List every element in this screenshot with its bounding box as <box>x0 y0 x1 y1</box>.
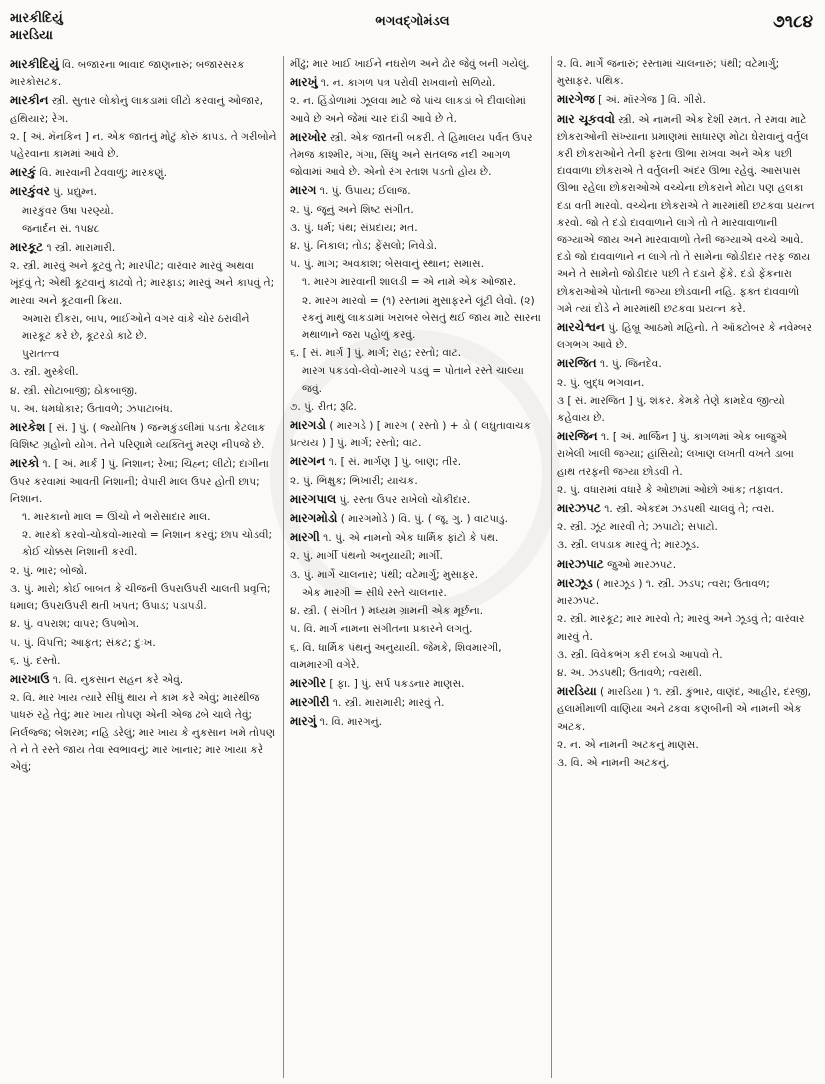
dictionary-entry <box>290 548 545 565</box>
dictionary-entry <box>290 694 545 712</box>
dictionary-entry <box>557 575 815 610</box>
dictionary-entry <box>290 238 545 255</box>
dictionary-entry <box>290 603 545 620</box>
entry-text: મીંઢું; માર ખાઈ ખાઈને નઘરોળ અને ઢોર જેવું બની ગયેલું. <box>290 58 530 70</box>
headword: મારગમોડો <box>290 511 338 526</box>
dictionary-entry <box>557 355 815 373</box>
dictionary-entry <box>10 527 278 561</box>
dictionary-entry <box>290 182 545 200</box>
headword: મારગ <box>290 183 317 198</box>
dictionary-entry <box>10 653 278 670</box>
entry-text: વિ. બજારના ભાવાદ જાણનારું; બજારસરક મારકોસટક. <box>10 59 245 89</box>
dictionary-entry <box>557 556 815 574</box>
dictionary-entry <box>557 611 815 645</box>
dictionary-entry <box>10 509 278 526</box>
dictionary-entry <box>290 417 545 452</box>
dictionary-entry <box>10 239 278 257</box>
dictionary-entry <box>557 319 815 354</box>
entry-text: ( મારગડે ) [ મારગ ( રસ્તો ) + ડો ( લઘુતાવાચક પ્રત્યય ) ] પું. માર્ગ; રસ્તો; વાટ. <box>290 420 531 450</box>
dictionary-entry <box>557 375 815 392</box>
dictionary-entry <box>290 274 545 291</box>
entry-text: ૪. પું. નિકાલ; તોડ; ફેંસલો; નિવેડો. <box>290 240 438 253</box>
headword: મારગી <box>290 530 320 545</box>
dictionary-entry <box>290 713 545 731</box>
dictionary-entry <box>557 482 815 499</box>
entry-text: ૬. વિ. ધાર્મિક પંથનું અનુયાયી. જેમકે, શિવમારગી, વામમારગી વગેરે. <box>290 641 502 671</box>
dictionary-entry <box>10 690 278 776</box>
dictionary-entry <box>290 473 545 490</box>
entry-text: ( મારઝૂડ ) ૧. સ્ત્રી. ઝડપ; ત્વરા; ઉતાવળ; મારઝપટ. <box>557 577 770 608</box>
entry-text: ૩. સ્ત્રી. લપડાક મારવું તે; મારઝૂડ. <box>557 539 700 552</box>
entry-text: ૩. સ્ત્રી. વિવેકભંગ કરી દબડો આપવો તે. <box>557 648 723 661</box>
headword: મારકેશ <box>10 420 46 435</box>
dictionary-entry <box>10 563 278 580</box>
entry-text: ૩. વિ. એ નામની અટકનું. <box>557 756 670 769</box>
entry-text: મારકુંવર ઉષા પરણ્યો. <box>22 204 114 217</box>
entry-text: ૨. પું. ભિક્ષુક; ભિખારી; યાચક. <box>290 474 418 487</box>
headword: મારજિત <box>557 356 597 371</box>
entry-text: ૧ સ્ત્રી. મારામારી. <box>43 242 116 255</box>
entry-text: ૨. વિ. માર ખાય ત્યારે સીધું થાય ને કામ કરે એવું; મારથીજ પાધરું રહે તેવું; માર ખાય તોપણ એની એજ ઢબે ચાલે તેવું; નિર્લજ્જ; બેશરમ; નહિ ડરેલું; માર ખાય કે નુકસાન ખમે તોપણ તે ને તે રસ્તે જાય તેવા સ્વભાવનું; માર ખાનાર; માર ખાયા કરે એવું; <box>10 692 276 773</box>
entry-text: વિ. મારવાની ટેવવાળું; મારકણું. <box>36 167 168 180</box>
dictionary-entry <box>290 453 545 471</box>
dictionary-entry <box>557 665 815 682</box>
headword: માર ચૂકવવો <box>557 111 615 126</box>
headword: મારઝપાટ <box>557 556 604 571</box>
entry-text: ૨. સ્ત્રી. મારવું અને કૂટવું તે; મારપીટ; વારંવાર મારવું અથવા ખૂંદવું તે; એથી કૂટવાનું કાઢવો તે; મારફાડ; મારવું અને કાપવું તે; મારવા અને કૂટવાની ક્રિયા. <box>10 260 275 307</box>
entry-text: [ અં. મૉરગેજ ] વિ. ગીરો. <box>594 94 706 107</box>
dictionary-entry <box>290 129 545 182</box>
entry-text: ૨. પું. બુદ્ધ ભગવાન. <box>557 376 645 389</box>
entry-text: ૧. મારગ મારવાની શાલડી = એ નામે એક ઓજાર. <box>302 276 517 289</box>
dictionary-entry <box>557 428 815 481</box>
dictionary-entry <box>290 399 545 416</box>
entry-text: જુઓ મારઝપટ. <box>603 558 677 571</box>
dictionary-entry <box>10 183 278 201</box>
dictionary-entry <box>290 363 545 397</box>
page-header <box>0 0 825 48</box>
dictionary-entry <box>10 346 278 363</box>
column-2 <box>290 56 545 1078</box>
headword: મારકીન <box>10 93 49 108</box>
dictionary-entry <box>290 202 545 219</box>
headword: મારગેજ <box>557 92 595 107</box>
headword: મારઝપટ <box>557 501 601 516</box>
entry-text: ૩. પું. માર્ગે ચાલનાર; પંથી; વટેમાર્ગુ; મુસાફર. <box>290 568 479 581</box>
entry-text: ૨. પું. જૂનું અને શિષ્ટ સંગીત. <box>290 203 414 216</box>
entry-text: ૨. પું. ભાર; બોજો. <box>10 564 88 577</box>
dictionary-entry <box>10 258 278 310</box>
headword: મારઝૂડ <box>557 575 593 590</box>
entry-text: ૨. ન. હિંડોળામાં ઝૂલવા માટે જે પાંચ લાકડાં બે દીવાલોમાં આવે છે અને જેમાં ચાર દાંડી આવે છે તે. <box>290 95 526 125</box>
entry-text: ૨. ન. એ નામની અટકનું માણસ. <box>557 738 699 751</box>
dictionary-entry <box>290 345 545 362</box>
dictionary-entry <box>290 585 545 602</box>
headword: મારખાઉ <box>10 671 50 686</box>
dictionary-entry <box>10 616 278 633</box>
headword: મારગું <box>290 714 317 729</box>
dictionary-entry <box>10 581 278 615</box>
headword: મારડિયા <box>557 684 597 699</box>
headword: મારજિન <box>557 429 598 444</box>
dictionary-entry <box>10 455 278 508</box>
entry-text: ૧. [ અં. માર્જિન ] પું. કાગળમાં એક બાજુએ રાખેલી ખાલી જગ્યા; હાંસિયો; લખાણ લખતી વખતે ડાબા હાથ તરફની જગ્યા છોડવી તે. <box>557 431 794 478</box>
entry-text: ૭. પું. રીત; રૂઢિ. <box>290 400 357 413</box>
dictionary-entry <box>290 74 545 92</box>
entry-text: જનાર્દન સં. ૧૫૪૮ <box>22 222 100 235</box>
entry-text: ૩. પું. મારો; કોઈ બાબત કે ચીજની ઉપરાઉપરી ચાલતી પ્રવૃત્તિ; ધમાલ; ઉપરાઉપરી થતી ખપત; ઉપાડ; પડાપડી. <box>10 582 271 613</box>
headword: મારગન <box>290 454 326 469</box>
entry-text: ૨. પું. માર્ગી પંથનો અનુયાયી; માર્ગી. <box>290 550 443 563</box>
entry-text: ૨. સ્ત્રી. ઝૂંટ મારવી તે; ઝપાટો; સપાટો. <box>557 521 718 534</box>
dictionary-entry <box>290 675 545 693</box>
dictionary-entry <box>290 510 545 528</box>
entry-text: ૧. વિ. મારગનું. <box>316 716 382 729</box>
dictionary-entry <box>10 401 278 418</box>
entry-text: સ્ત્રી. એ નામની એક દેશી રમત. તે રમવા માટે છોકરાઓની સંખ્યાના પ્રમાણમાં સાધારણ મોટા ઘેરાવાનું વર્તુલ કરી છોકરાઓને તેની ફરતા ઊભા રાખવા અને એક પછી દાવવાળા છોકરાએ તે વર્તુલની અંદર ઊભા રહેવું. આસપાસ ઊભા રહેલા છોકરાઓએ વચ્ચેના છોકરાને મોટા પણ હલકા દડા વતી મારવો. વચ્ચેના છોકરાએ તે મારમાંથી છટકવા પ્રયત્ન કરવો. જો તે દડો દાવવાળાને લાગે તો તે મારવાવાળાની જગ્યાએ જાય અને મારવાવાળો તેની જગ્યાએ વચ્ચે આવે. દડો જો દાવવાળાને ન લાગે તો તે સામેના જોડીદાર તરફ જાય અને તે સામેનો જોડીદાર પછી તે દડાને ફેંકે. દડો ફેંકનારા છોકરાઓએ પોતાની જગ્યા છોડવાની નહિ. ફક્ત દાવવાળો ગમે ત્યાં દોડે ને મારમાંથી છટકવા પ્રયત્ન કરે. <box>557 113 815 315</box>
entry-text: ૨. [ અં. મૅનકિન ] ન. એક જાતનું મોટું કોરું કાપડ. તે ગરીબોને પહેરવાના કામમાં આવે છે. <box>10 130 277 161</box>
dictionary-entry <box>10 164 278 182</box>
entry-text: ૫. વિ. માર્ગ નામના સંગીતના પ્રકારને લગતું. <box>290 623 473 636</box>
headword: મારચેશ્વન <box>557 320 605 335</box>
entry-text: ૪. સ્ત્રી. સોટાબાજી; ઠોકબાજી. <box>10 384 138 397</box>
entry-text: ( મારગમોડે ) વિ. પું. ( જૂ. ગુ. ) વાટપાડુ. <box>337 513 508 526</box>
entry-text: ૨. વિ. માર્ગે જનારું; રસ્તામાં ચાલનારું; પંથી; વટેમાર્ગુ; મુસાફર. પથિક. <box>557 58 780 88</box>
dictionary-entry <box>290 529 545 547</box>
entry-text: ૩. પું. ધર્મ; પંથ; સંપ્રદાય; મત. <box>290 221 418 234</box>
entry-text: ૧. સ્ત્રી. એકદમ ઝડપથી ચાલવું તે; ત્વરા. <box>600 503 775 516</box>
dictionary-entry <box>290 621 545 638</box>
dictionary-entry <box>557 56 815 90</box>
entry-text: ૬. [ સં. માર્ગ ] પું. માર્ગ; રાહ; રસ્તો; વાટ. <box>290 347 462 360</box>
entry-text: ૧. મારકાનો માલ = ઊંચો ને ભરોસાદાર માલ. <box>22 511 211 524</box>
entry-text: પું. હિબ્રૂ આઠમો મહિનો. તે ઑક્ટોબર કે નવેમ્બર લગભગ આવે છે. <box>557 322 813 352</box>
headword: મારગપાલ <box>290 491 337 506</box>
dictionary-entry <box>557 111 815 318</box>
dictionary-entry <box>557 683 815 736</box>
entry-text: ૧. [ સં. માર્ગણ ] પું. બાણ; તીર. <box>325 456 462 469</box>
headword: મારખું <box>290 75 318 90</box>
headword: મારકુંવર <box>10 184 50 199</box>
guide-word-first: મારકીદિયું <box>10 11 63 26</box>
dictionary-entry <box>10 92 278 127</box>
dictionary-entry <box>290 567 545 584</box>
dictionary-entry <box>10 635 278 652</box>
headword: મારખોર <box>290 129 327 144</box>
dictionary-title: ભગવદ્ગોમંડલ <box>375 14 450 29</box>
entry-text: ૨. સ્ત્રી. મારકૂટ; માર મારવો તે; મારવું અને ઝૂડવું તે; વારંવાર મારવું તે. <box>557 613 805 643</box>
entry-text: ૫. પું. માગ; અવકાશ; બેસવાનું સ્થાન; સમાસ. <box>290 258 484 271</box>
headword: મારગીરી <box>290 695 330 710</box>
dictionary-entry <box>290 256 545 273</box>
headword: મારકો <box>10 456 40 471</box>
dictionary-entry <box>557 737 815 754</box>
headword: મારગીર <box>290 675 327 690</box>
dictionary-entry <box>10 56 278 91</box>
entry-text: પું. પ્રદ્યુમ્ન. <box>49 186 97 199</box>
entry-text: સ્ત્રી. એક જાતની બકરી. તે હિમાલય પર્વત ઉપર તેમજ કાશ્મીર, ગંગા, સિંધુ અને સતલજ નદી આગળ જોવામાં આવે છે. એનો રંગ રતાશ પડતો હોય છે. <box>290 131 533 179</box>
dictionary-entry <box>10 129 278 163</box>
entry-text: ૨. પું. વધારામાં વધારે કે ઓછામાં ઓછો આંક; તફાવત. <box>557 483 784 496</box>
entry-text: ૧. [ અં. માર્ક ] પું. નિશાન; રેખા; ચિહ્ન; લીટો; દાગીના ઉપર કરવામાં આવતી નિશાની; વેપારી માલ ઉપર હોતી છાપ; નિશાન. <box>10 458 269 505</box>
entry-text: એક મારગી = સીધે રસ્તે ચાલનાર. <box>302 586 447 599</box>
entry-text: ૪. પું. વપરાશ; વાપર; ઉપભોગ. <box>10 618 140 631</box>
dictionary-entry <box>10 364 278 381</box>
entry-text: ૧. વિ. નુકસાન સહન કરે એવું. <box>49 673 184 686</box>
entry-text: ૧. પું. ઉપાય; ઈલાજ. <box>316 185 411 198</box>
entry-text: ૬. પું. દસ્તો. <box>10 654 61 667</box>
dictionary-entry <box>557 393 815 427</box>
entry-text: ૨. મારગ મારવો = (૧) રસ્તામાં મુસાફરને લૂંટી લેવો. (૨) રકનું માથું લાકડામાં ખરાબર બેસતું થઈ જાય માટે સારના મથાળાને જરા પહોળું કરવું. <box>302 294 541 342</box>
entry-text: ૧. પું. જિનદેવ. <box>596 358 662 371</box>
headword: મારકૂટ <box>10 240 44 255</box>
dictionary-entry <box>557 500 815 518</box>
entry-text: પું. રસ્તા ઉપર રાખેલો ચોકીદાર. <box>336 493 471 506</box>
dictionary-entry <box>557 91 815 109</box>
entry-text: અમારા દીકરા, બાપ, ભાઈઓને વગર વાંકે ચોર ઠરાવીને મારકૂટ કરે છે, કૂટરડો કાઢે છે. <box>22 312 250 343</box>
entry-text: ૩. સ્ત્રી. મુસ્કેલી. <box>10 366 79 379</box>
entry-text: [ સં. ] પું. ( જ્યોતિષ ) જન્મકુંડલીમાં પડતા કેટલાક વિશિષ્ટ ગ્રહોનો યોગ. તેને પરિણામે વ્યક્તિનું મરણ નીપજે છે. <box>10 422 266 452</box>
entry-text: ૧. ન. કાગળ પત્ર પરોવી રાખવાનો સળિયો. <box>317 77 496 90</box>
guide-word-last: મારડિયા <box>10 28 53 43</box>
column-1 <box>10 56 278 1078</box>
dictionary-entry <box>10 419 278 454</box>
entry-text: [ ફા. ] પું. સર્પ પકડનાર માણસ. <box>326 677 465 690</box>
dictionary-entry <box>290 491 545 509</box>
entry-text: મારગ પકડવો-લેવો-મારગે પડવું = પોતાને રસ્તે ચાલ્યા જવું. <box>302 365 524 395</box>
entry-text: ૩ [ સં. મારજિત ] પું. શંકર. કેમકે તેણે કામદેવ જીત્યો કહેવાય છે. <box>557 394 785 425</box>
entry-text: ૧. સ્ત્રી. મારામારી; મારવું તે. <box>329 697 445 710</box>
entry-text: પુરાતત્ત્વ <box>22 348 60 361</box>
dictionary-entry <box>290 293 545 345</box>
dictionary-entry <box>290 93 545 127</box>
headword: મારકું <box>10 165 37 180</box>
dictionary-entry <box>290 640 545 674</box>
dictionary-entry <box>10 203 278 220</box>
entry-text: ૨. મારકો કરવો-ચોકવો-મારવો = નિશાન કરવું; છાપ ચોડવી; કોઈ ચોક્કસ નિશાની કરવી. <box>22 529 273 559</box>
dictionary-entry <box>557 537 815 554</box>
dictionary-entry <box>10 671 278 689</box>
headword: મારગડો <box>290 418 326 433</box>
dictionary-entry <box>10 311 278 345</box>
page-number: ૭૧૮૪ <box>772 12 813 32</box>
dictionary-entry <box>10 383 278 400</box>
column-divider <box>551 56 552 1078</box>
column-divider <box>283 56 284 1078</box>
dictionary-entry <box>557 755 815 772</box>
column-3 <box>557 56 815 1078</box>
headword: મારકીદિયું <box>10 57 59 71</box>
entry-text: ૪. અ. ઝડપથી; ઉતાવળે; ત્વરાથી. <box>557 666 703 679</box>
entry-text: સ્ત્રી. સુતાર લોકોનું લાકડામાં લીટો કરવાનું ઓજાર, હથિયાર; રેગ. <box>10 95 264 125</box>
dictionary-entry <box>290 56 545 73</box>
entry-text: ૪. સ્ત્રી. ( સંગીત ) મધ્યમ ગ્રામની એક મૂર્છના. <box>290 605 484 618</box>
dictionary-entry <box>290 220 545 237</box>
dictionary-entry <box>10 221 278 238</box>
dictionary-entry <box>557 519 815 536</box>
entry-text: ૫. અ. ધમધોકાર; ઉતાવળે; ઝપાટાબંધ. <box>10 402 173 415</box>
entry-text: ૫. પું. વિપત્તિ; આફત; સંકટ; દુઃખ. <box>10 636 156 649</box>
entry-text: ( મારડિયા ) ૧. સ્ત્રી. કુંભાર, વાણંદ, આહીર, દરજી, હલામીમાળી વાણિયા અને ઢકવા કણબીની એ નામની એક અટક. <box>557 686 812 733</box>
dictionary-entry <box>557 647 815 664</box>
entry-text: ૧. પું. એ નામનો એક ધાર્મિક ફાંટો કે પંથ. <box>319 532 499 545</box>
